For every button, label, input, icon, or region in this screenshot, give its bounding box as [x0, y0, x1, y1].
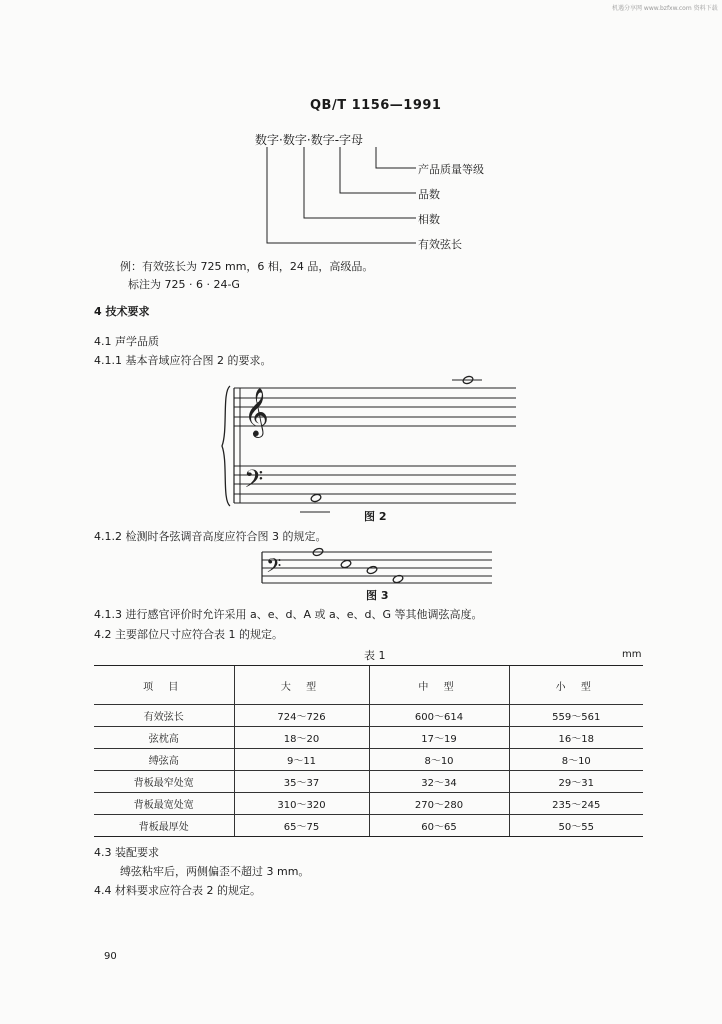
section-4-4: 4.4 材料要求应符合表 2 的规定。 [94, 884, 261, 897]
table-header-cell: 小 型 [509, 666, 643, 705]
table-cell: 32～34 [369, 771, 509, 793]
table-header-row [94, 666, 643, 705]
table-cell: 弦枕高 [94, 727, 234, 749]
table-cell: 缚弦高 [94, 749, 234, 771]
code-part-2: 数字 [282, 133, 307, 147]
table-1-caption: 表 1 [364, 649, 386, 662]
code-sep-2: · [306, 133, 311, 147]
label-frets: 品数 [418, 188, 440, 201]
section-4-1-3: 4.1.3 进行感官评价时允许采用 a、e、d、A 或 a、e、d、G 等其他调弦高度。 [94, 608, 483, 621]
table-cell: 724～726 [234, 705, 369, 727]
label-string-length: 有效弦长 [418, 238, 462, 251]
section-4-1-1: 4.1.1 基本音域应符合图 2 的要求。 [94, 354, 272, 367]
section-4-2: 4.2 主要部位尺寸应符合表 1 的规定。 [94, 628, 283, 641]
table-cell: 8～10 [509, 749, 643, 771]
table-cell: 65～75 [234, 815, 369, 837]
section-4-3-body: 缚弦粘牢后，两侧偏歪不超过 3 mm。 [120, 865, 310, 878]
code-sep-3: - [334, 133, 340, 147]
code-part-4: 字母 [339, 133, 364, 147]
code-part-3: 数字 [310, 133, 335, 147]
table-row [94, 705, 643, 727]
section-4-1-heading: 4.1 声学品质 [94, 335, 159, 348]
table-cell: 559～561 [509, 705, 643, 727]
table-cell: 背板最厚处 [94, 815, 234, 837]
table-1-unit: mm [622, 649, 642, 660]
code-sep-1: · [279, 133, 283, 147]
svg-text:𝄞: 𝄞 [244, 387, 269, 436]
table-row [94, 815, 643, 837]
table-cell: 50～55 [509, 815, 643, 837]
table-header-cell: 大 型 [234, 666, 369, 705]
table-row [94, 771, 643, 793]
table-row [94, 749, 643, 771]
table-cell: 29～31 [509, 771, 643, 793]
label-phases: 相数 [418, 213, 440, 226]
table-cell: 背板最宽处宽 [94, 793, 234, 815]
section-4-heading: 4 技术要求 [94, 305, 150, 318]
figure-3-caption: 图 3 [366, 589, 389, 602]
table-1 [94, 665, 643, 837]
page-number: 90 [104, 951, 117, 962]
table-row [94, 793, 643, 815]
table-cell: 18～20 [234, 727, 369, 749]
example-line-2: 标注为 725 · 6 · 24-G [128, 278, 240, 291]
table-cell: 16～18 [509, 727, 643, 749]
page-header: QB/T 1156—1991 [310, 98, 442, 113]
svg-text:𝄢: 𝄢 [244, 465, 264, 500]
example-line-1: 例：有效弦长为 725 mm，6 相，24 品，高级品。 [120, 260, 374, 273]
table-cell: 310～320 [234, 793, 369, 815]
table-cell: 17～19 [369, 727, 509, 749]
table-cell: 235～245 [509, 793, 643, 815]
table-cell: 有效弦长 [94, 705, 234, 727]
figure-2-caption: 图 2 [364, 510, 387, 523]
table-cell: 背板最窄处宽 [94, 771, 234, 793]
label-quality-grade: 产品质量等级 [418, 163, 484, 176]
section-4-1-2: 4.1.2 检测时各弦调音高度应符合图 3 的规定。 [94, 530, 327, 543]
section-4-3: 4.3 装配要求 [94, 846, 159, 859]
table-cell: 60～65 [369, 815, 509, 837]
table-cell: 600～614 [369, 705, 509, 727]
table-cell: 9～11 [234, 749, 369, 771]
table-cell: 8～10 [369, 749, 509, 771]
table-cell: 270～280 [369, 793, 509, 815]
table-row [94, 727, 643, 749]
table-cell: 35～37 [234, 771, 369, 793]
table-header-cell: 项 目 [94, 666, 234, 705]
watermark: 机遇分享网 www.bzfxw.com 资料下载 [612, 5, 718, 12]
table-header-cell: 中 型 [369, 666, 509, 705]
svg-text:𝄢: 𝄢 [266, 554, 282, 582]
code-part-1: 数字 [255, 133, 280, 147]
